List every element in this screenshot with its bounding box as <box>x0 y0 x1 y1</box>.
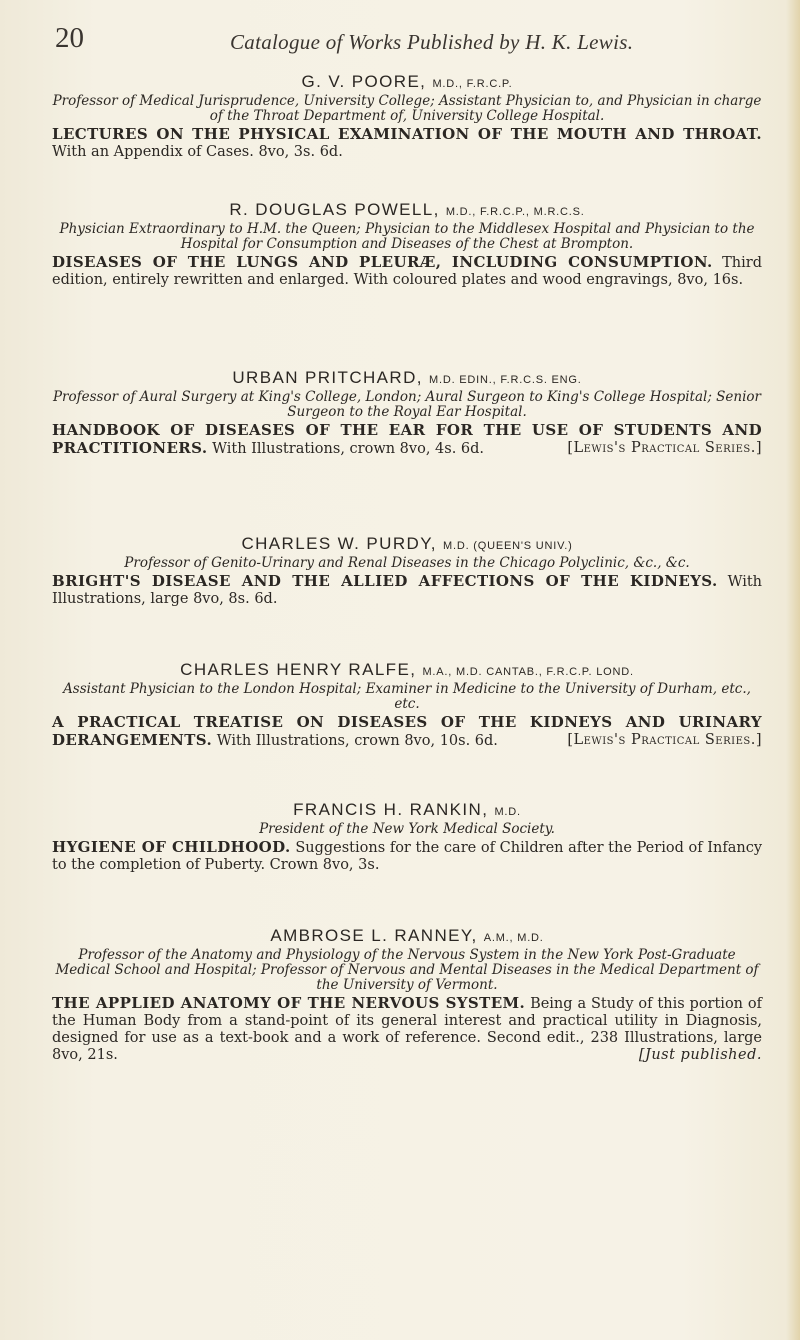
book-title: A PRACTICAL TREATISE ON DISEASES OF THE KIDNEYS AND URINARY DERANGEMENTS. <box>52 713 762 749</box>
author-line <box>52 534 762 556</box>
author-degrees: M.A., M.D. CANTAB., F.R.C.P. LOND. <box>422 666 634 678</box>
book-entry <box>52 714 762 750</box>
author-name: G. V. POORE, <box>301 72 427 91</box>
author-name: R. DOUGLAS POWELL, <box>229 200 440 219</box>
catalogue-entry-ranney <box>52 926 762 1064</box>
book-title: HANDBOOK OF DISEASES OF THE EAR FOR THE USE OF STUDENTS AND PRACTITIONERS. <box>52 421 762 457</box>
author-line <box>52 800 762 822</box>
book-details: With Illustrations, large 8vo, 8s. 6d. <box>52 574 763 607</box>
author-degrees: M.D., F.R.C.P., M.R.C.S. <box>445 206 585 218</box>
catalogue-entry-ralfe <box>52 660 762 750</box>
author-name: AMBROSE L. RANNEY, <box>270 926 478 945</box>
series-note: [Lewis's Practical Series.] <box>567 440 762 456</box>
book-details: With Illustrations, crown 8vo, 10s. 6d. <box>216 733 498 749</box>
author-line <box>52 660 762 682</box>
running-title: Catalogue of Works Published by H. K. Lewis. <box>230 30 634 54</box>
book-details: Suggestions for the care of Children after the Period of Infancy to the completion of Puberty. Crown 8vo, 3s. <box>52 840 763 873</box>
author-credentials: Professor of Medical Jurisprudence, University College; Assistant Physician to, and Physician in charge of the Throat Department of, University College Hospital. <box>52 93 762 124</box>
author-credentials: Professor of Genito-Urinary and Renal Diseases in the Chicago Polyclinic, &c., &c. <box>124 555 690 571</box>
catalogue-entry-rankin <box>52 800 762 874</box>
page-edge-stain <box>786 0 800 1340</box>
author-credentials: Professor of Aural Surgery at King's College, London; Aural Surgeon to King's College Hospital; Senior Surgeon to the Royal Ear Hospital. <box>52 389 762 420</box>
author-line <box>52 72 762 94</box>
book-entry <box>52 995 762 1064</box>
author-line <box>52 200 762 222</box>
publication-note: [Just published. <box>638 1047 762 1063</box>
author-credentials: President of the New York Medical Society. <box>259 821 555 837</box>
book-entry <box>52 126 762 161</box>
series-note: [Lewis's Practical Series.] <box>567 732 762 748</box>
author-name: FRANCIS H. RANKIN, <box>293 800 489 819</box>
catalogue-entry-purdy <box>52 534 762 608</box>
author-credentials: Physician Extraordinary to H.M. the Queen; Physician to the Middlesex Hospital and Physician to the Hospital for Consumption and Diseases of the Chest at Brompton. <box>59 221 755 252</box>
book-entry <box>52 422 762 458</box>
author-degrees: A.M., M.D. <box>483 932 544 944</box>
catalogue-entry-poore <box>52 72 762 161</box>
book-title: HYGIENE OF CHILDHOOD. <box>52 838 291 856</box>
author-name: CHARLES W. PURDY, <box>241 534 437 553</box>
author-name: CHARLES HENRY RALFE, <box>180 660 417 679</box>
book-title: DISEASES OF THE LUNGS AND PLEURÆ, INCLUDING CONSUMPTION. <box>52 253 713 271</box>
catalogue-entry-pritchard <box>52 368 762 458</box>
book-entry <box>52 254 762 289</box>
author-degrees: M.D., F.R.C.P. <box>432 78 513 90</box>
book-details: With an Appendix of Cases. 8vo, 3s. 6d. <box>52 144 343 160</box>
book-entry <box>52 839 762 874</box>
book-title: BRIGHT'S DISEASE AND THE ALLIED AFFECTIONS OF THE KIDNEYS. <box>52 572 718 590</box>
book-details: Third edition, entirely rewritten and enlarged. With coloured plates and wood engravings, 8vo, 16s. <box>52 255 762 288</box>
book-title: THE APPLIED ANATOMY OF THE NERVOUS SYSTEM. <box>52 994 526 1012</box>
author-name: URBAN PRITCHARD, <box>232 368 423 387</box>
page-number: 20 <box>55 22 84 54</box>
author-degrees: M.D. (QUEEN'S UNIV.) <box>443 540 573 552</box>
book-details: Being a Study of this portion of the Human Body from a stand-point of its general interest and practical utility in Diagnosis, designed for use as a text-book and a work of reference. Second edit., 238 Illustrations, large 8vo, 21s. <box>52 996 762 1063</box>
book-title: LECTURES ON THE PHYSICAL EXAMINATION OF THE MOUTH AND THROAT. <box>52 125 762 143</box>
author-line <box>52 926 762 948</box>
author-degrees: M.D. EDIN., F.R.C.S. ENG. <box>429 374 582 386</box>
author-credentials: Professor of the Anatomy and Physiology of the Nervous System in the New York Post-Graduate Medical School and Hospital; Professor of Nervous and Mental Diseases in the Medical Department of the University of Vermont. <box>55 947 759 993</box>
book-details: With Illustrations, crown 8vo, 4s. 6d. <box>212 441 485 457</box>
author-degrees: M.D. <box>494 806 521 818</box>
author-credentials: Assistant Physician to the London Hospital; Examiner in Medicine to the University of Durham, etc., etc. <box>63 681 751 712</box>
author-line <box>52 368 762 390</box>
page-header <box>55 22 755 72</box>
book-entry <box>52 573 762 608</box>
catalogue-entry-powell <box>52 200 762 289</box>
